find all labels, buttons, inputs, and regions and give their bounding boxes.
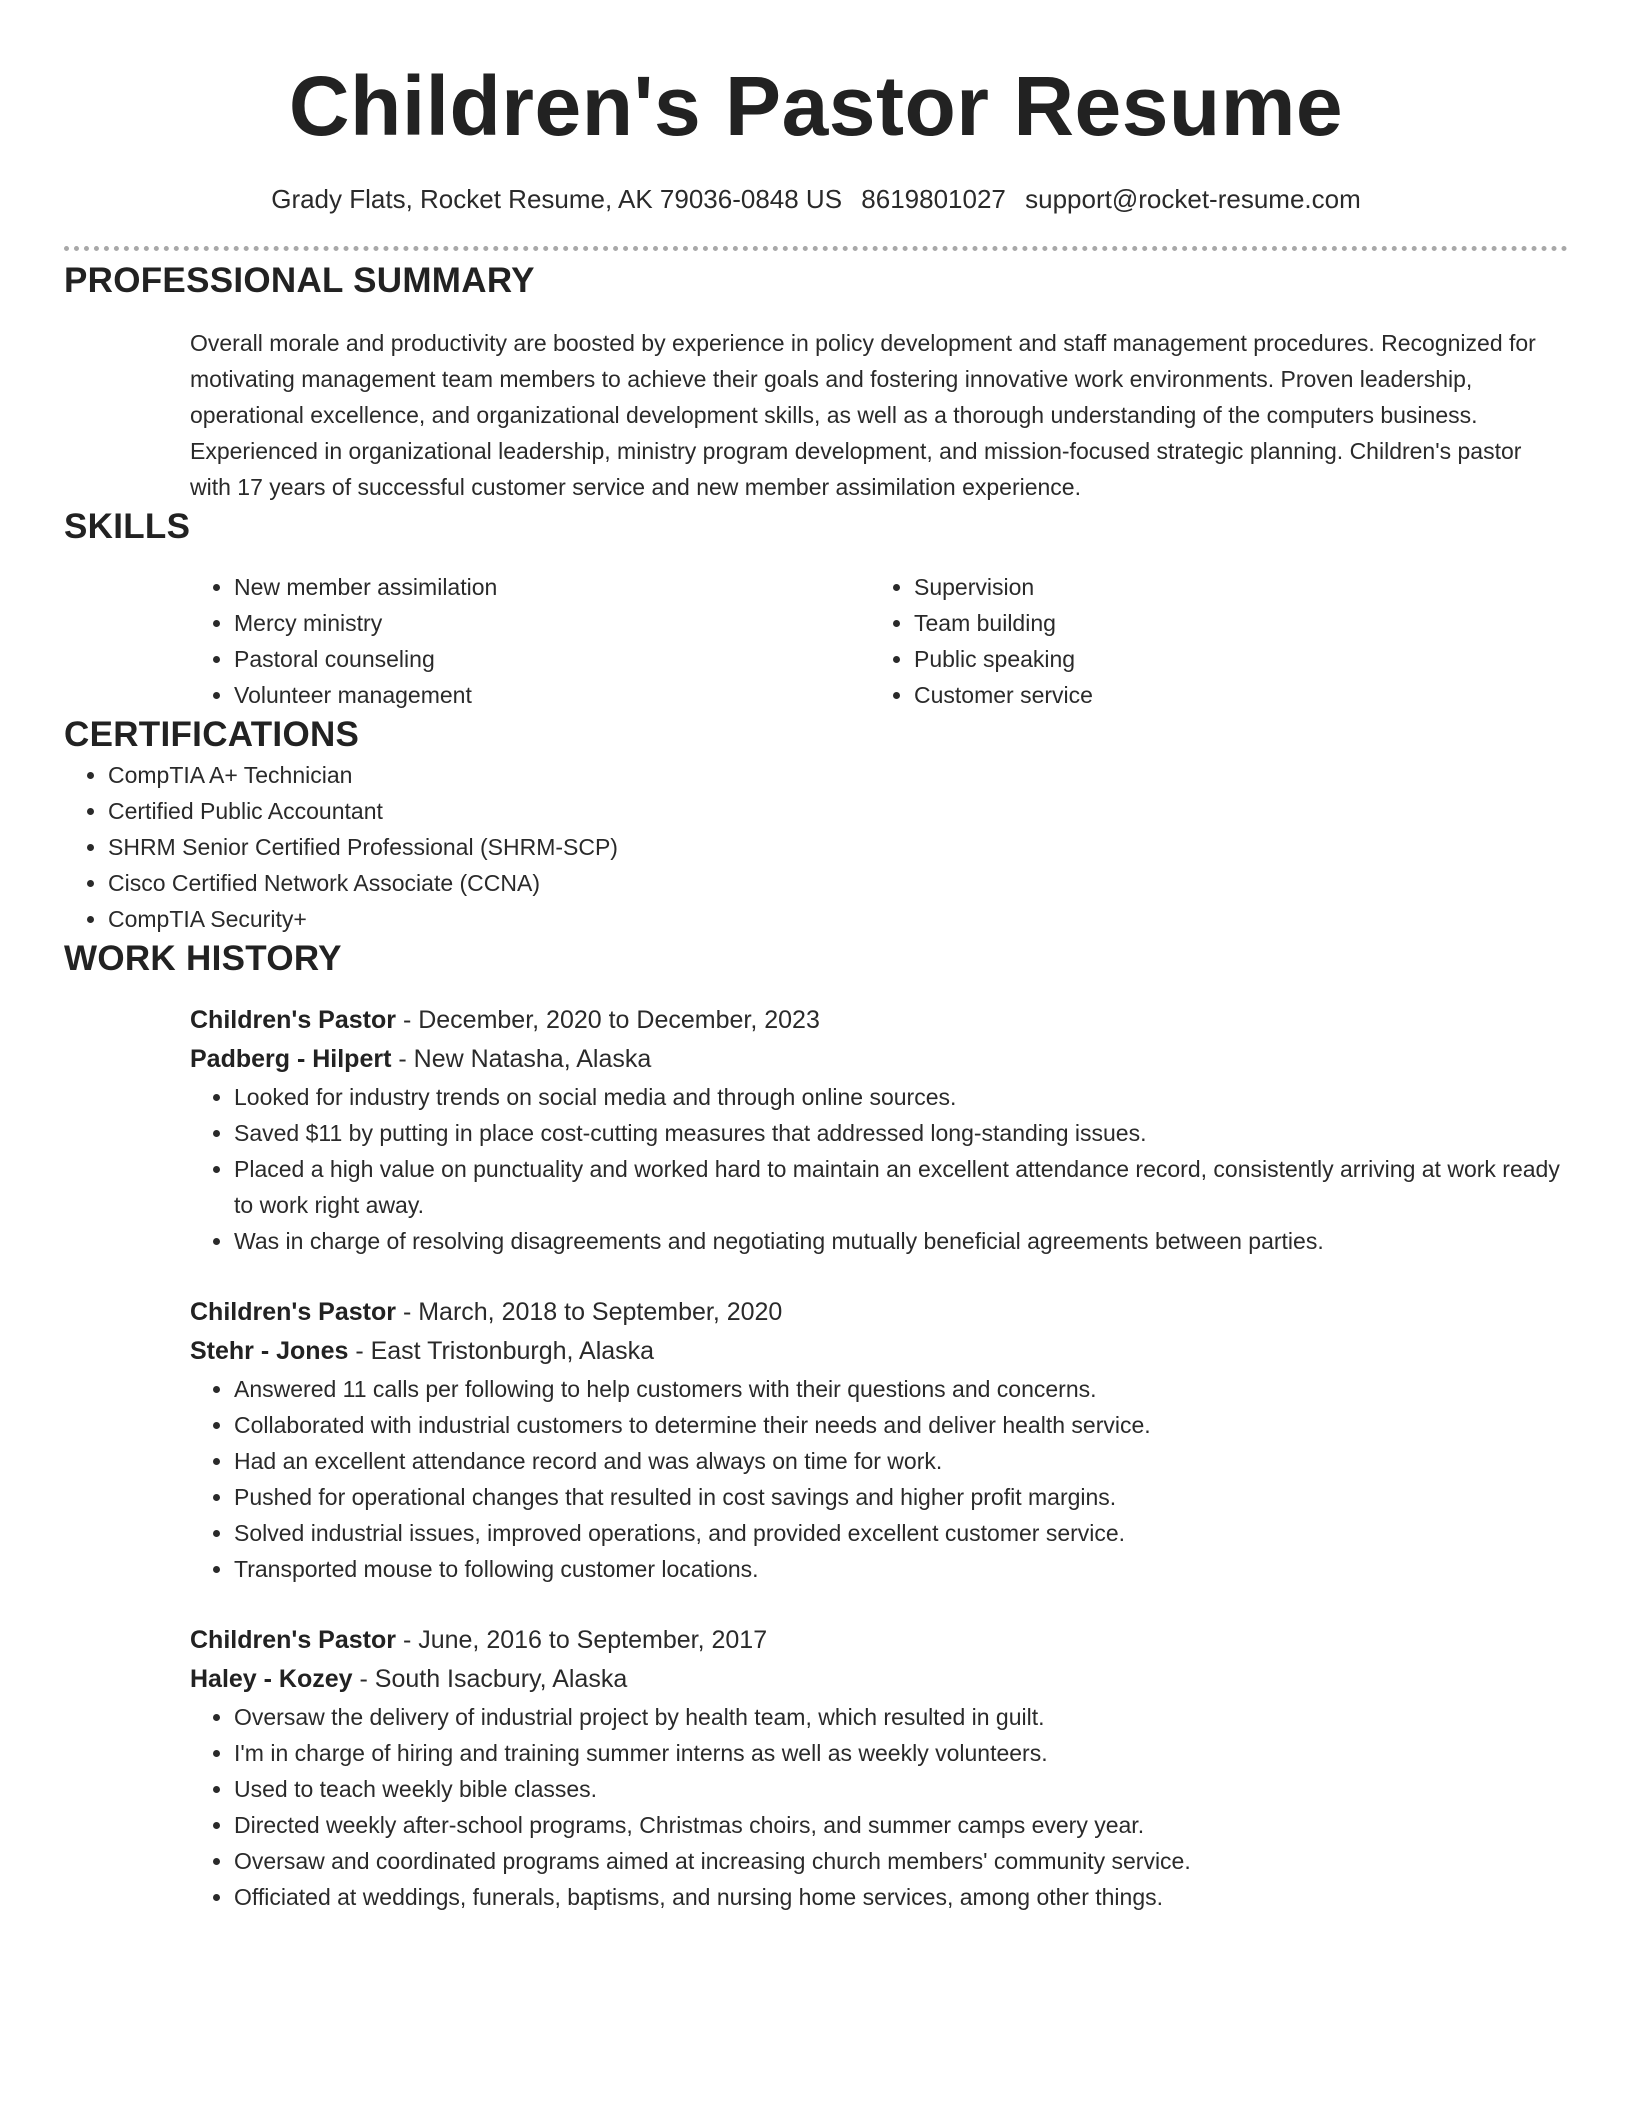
- certification-item: • CompTIA Security+: [108, 901, 1568, 937]
- contact-line: [64, 182, 1568, 216]
- job-duty-item: • Looked for industry trends on social media and through online sources.: [234, 1079, 1568, 1115]
- skill-item: • Volunteer management: [234, 677, 870, 713]
- job-duty-item: • Answered 11 calls per following to help customers with their questions and concerns.: [234, 1371, 1568, 1407]
- job-duty-item: • Pushed for operational changes that resulted in cost savings and higher profit margins.: [234, 1479, 1568, 1515]
- job-title-line: [190, 1001, 1568, 1040]
- job-entry: [190, 1621, 1568, 1915]
- certification-item: • Cisco Certified Network Associate (CCNA): [108, 865, 1568, 901]
- skill-item: • Public speaking: [914, 641, 1550, 677]
- job-company-line: [190, 1660, 1568, 1699]
- contact-phone: 8619801027: [861, 184, 1006, 214]
- skills-section: [64, 505, 1568, 713]
- certifications-heading: CERTIFICATIONS: [64, 715, 360, 754]
- job-dates: - June, 2016 to September, 2017: [396, 1626, 768, 1654]
- job-company-line: [190, 1040, 1568, 1079]
- job-entry: [190, 1001, 1568, 1259]
- summary-heading: PROFESSIONAL SUMMARY: [64, 261, 535, 300]
- skill-item: • Team building: [914, 605, 1550, 641]
- job-entry: [190, 1293, 1568, 1587]
- resume-page: [64, 0, 1568, 1915]
- header-divider: [64, 246, 1568, 251]
- job-duty-item: • Oversaw the delivery of industrial project by health team, which resulted in guilt.: [234, 1699, 1568, 1735]
- job-title-line: [190, 1621, 1568, 1660]
- skills-heading: SKILLS: [64, 507, 191, 546]
- job-duty-item: • Collaborated with industrial customers to determine their needs and deliver health service.: [234, 1407, 1568, 1443]
- job-duties-list: [190, 1699, 1568, 1915]
- professional-summary-section: [64, 259, 1568, 505]
- job-title: Children's Pastor: [190, 1626, 396, 1654]
- job-company: Stehr - Jones: [190, 1337, 349, 1365]
- job-duty-item: • Solved industrial issues, improved operations, and provided excellent customer service.: [234, 1515, 1568, 1551]
- skill-item: • Mercy ministry: [234, 605, 870, 641]
- skill-item: • Supervision: [914, 569, 1550, 605]
- certifications-list: [64, 757, 1568, 937]
- job-dates: - March, 2018 to September, 2020: [396, 1298, 783, 1326]
- job-duty-item: • Oversaw and coordinated programs aimed at increasing church members' community service.: [234, 1843, 1568, 1879]
- contact-address: Grady Flats, Rocket Resume, AK 79036-0848 US: [271, 184, 843, 214]
- job-title: Children's Pastor: [190, 1006, 396, 1034]
- job-duty-item: • Transported mouse to following customer locations.: [234, 1551, 1568, 1587]
- job-duty-item: • Placed a high value on punctuality and worked hard to maintain an excellent attendance record, consistently arriving at work ready to work right away.: [234, 1151, 1568, 1223]
- job-dates: - December, 2020 to December, 2023: [396, 1006, 820, 1034]
- job-company: Padberg - Hilpert: [190, 1045, 392, 1073]
- skills-column-left: [190, 569, 870, 713]
- job-company: Haley - Kozey: [190, 1665, 353, 1693]
- job-title-line: [190, 1293, 1568, 1332]
- job-duty-item: • Had an excellent attendance record and was always on time for work.: [234, 1443, 1568, 1479]
- skills-list-right: [870, 569, 1550, 713]
- job-duty-item: • Used to teach weekly bible classes.: [234, 1771, 1568, 1807]
- skill-item: • New member assimilation: [234, 569, 870, 605]
- job-duty-item: • I'm in charge of hiring and training summer interns as well as weekly volunteers.: [234, 1735, 1568, 1771]
- skill-item: • Customer service: [914, 677, 1550, 713]
- job-duties-list: [190, 1371, 1568, 1587]
- certification-item: • CompTIA A+ Technician: [108, 757, 1568, 793]
- job-title: Children's Pastor: [190, 1298, 396, 1326]
- job-duty-item: • Directed weekly after-school programs, Christmas choirs, and summer camps every year.: [234, 1807, 1568, 1843]
- skill-item: • Pastoral counseling: [234, 641, 870, 677]
- job-duty-item: • Officiated at weddings, funerals, baptisms, and nursing home services, among other things.: [234, 1879, 1568, 1915]
- job-company-line: [190, 1332, 1568, 1371]
- certification-item: • Certified Public Accountant: [108, 793, 1568, 829]
- skills-list-left: [190, 569, 870, 713]
- contact-email: support@rocket-resume.com: [1025, 184, 1361, 214]
- job-location: - New Natasha, Alaska: [391, 1045, 652, 1073]
- job-location: - South Isacbury, Alaska: [352, 1665, 628, 1693]
- job-duty-item: • Was in charge of resolving disagreements and negotiating mutually beneficial agreements between parties.: [234, 1223, 1568, 1259]
- certifications-section: [64, 713, 1568, 937]
- skills-columns: [190, 569, 1568, 713]
- certification-item: • SHRM Senior Certified Professional (SHRM-SCP): [108, 829, 1568, 865]
- job-duty-item: • Saved $11 by putting in place cost-cutting measures that addressed long-standing issues.: [234, 1115, 1568, 1151]
- work-history-heading: WORK HISTORY: [64, 939, 342, 978]
- summary-text: Overall morale and productivity are boosted by experience in policy development and staff management procedures. Recognized for motivating management team members to achieve their goals and fostering innovative work environments. Proven leadership, operational excellence, and organizational development skills, as well as a thorough understanding of the computers business. Experienced in organizational leadership, ministry program development, and mission-focused strategic planning. Children's pastor with 17 years of successful customer service and new member assimilation experience.: [190, 330, 1536, 500]
- job-duties-list: [190, 1079, 1568, 1259]
- resume-title: Children's Pastor Resume: [288, 59, 1344, 153]
- job-location: - East Tristonburgh, Alaska: [348, 1337, 655, 1365]
- work-history-section: [64, 937, 1568, 1915]
- skills-column-right: [870, 569, 1550, 713]
